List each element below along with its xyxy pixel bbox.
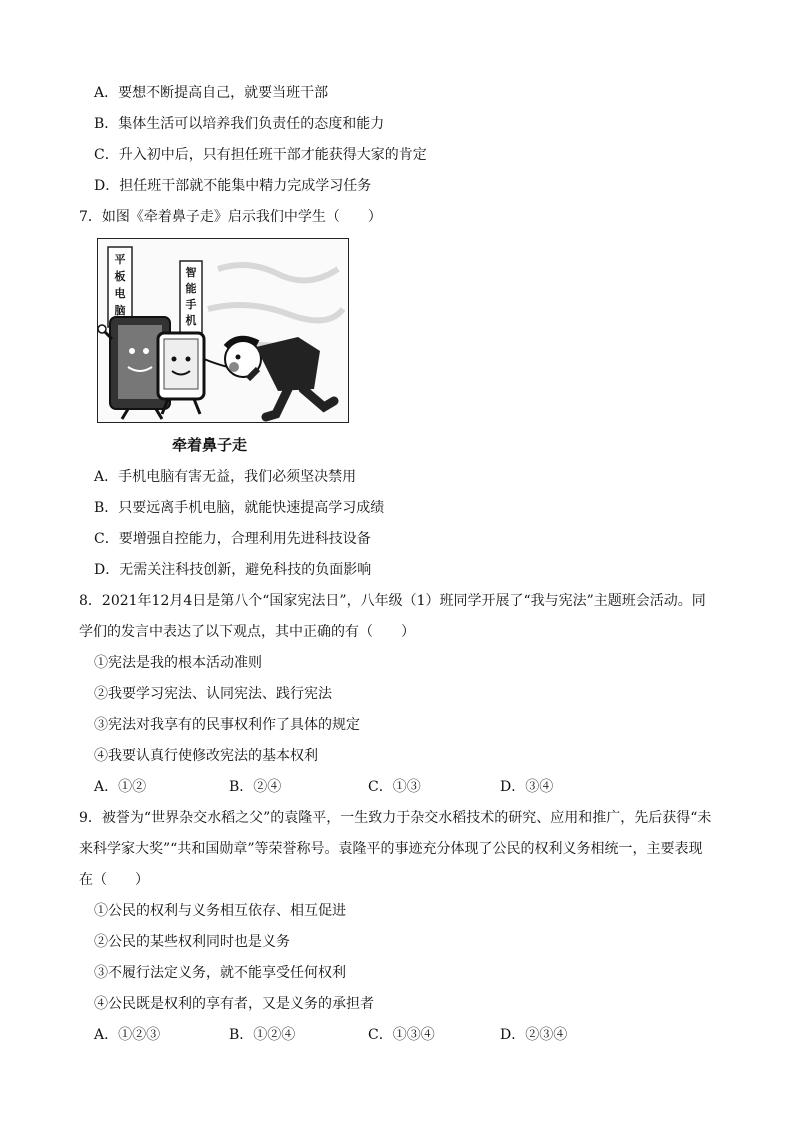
cartoon-figure [97, 238, 349, 423]
figure-caption: 牵着鼻子走 [172, 436, 248, 454]
tablet-screen [118, 325, 162, 399]
q9-choice-c: C．①③④ [368, 1027, 435, 1043]
q6-option-a: A．要想不断提高自己，就要当班干部 [94, 85, 329, 101]
q9-stem-line1: 9．被誉为“世界杂交水稻之父”的袁隆平，一生致力于杂交水稻技术的研究、应用和推广，先后获得“未 [79, 810, 712, 826]
q9-statement-3: ③不履行法定义务，就不能享受任何权利 [94, 965, 346, 981]
q7-option-d: D．无需关注科技创新，避免科技的负面影响 [94, 562, 372, 578]
q7-stem: 7．如图《牵着鼻子走》启示我们中学生（ ） [79, 209, 382, 225]
cartoon-illustration [98, 239, 348, 422]
q8-choice-c: C．①③ [368, 779, 421, 795]
q7-option-c: C．要增强自控能力，合理利用先进科技设备 [94, 531, 371, 547]
q8-choice-d: D．③④ [500, 779, 554, 795]
student-body [256, 337, 320, 391]
q8-stem-line2: 学们的发言中表达了以下观点，其中正确的有（ ） [79, 624, 415, 640]
phone-label: 智能手机 [185, 266, 197, 327]
q9-statement-4: ④公民既是权利的享有者，又是义务的承担者 [94, 996, 374, 1012]
q8-statement-4: ④我要认真行使修改宪法的基本权利 [94, 748, 318, 764]
background-scribble [208, 265, 343, 354]
q8-choice-b: B．②④ [229, 779, 282, 795]
q9-statement-2: ②公民的某些权利同时也是义务 [94, 934, 290, 950]
q8-statement-1: ①宪法是我的根本活动准则 [94, 655, 262, 671]
q8-statement-3: ③宪法对我享有的民事权利作了具体的规定 [94, 717, 360, 733]
q9-choice-a: A．①②③ [94, 1027, 161, 1043]
q7-option-b: B．只要远离手机电脑，就能快速提高学习成绩 [94, 500, 385, 516]
tablet-label: 平板电脑 [114, 253, 126, 317]
q6-option-c: C．升入初中后，只有担任班干部才能获得大家的肯定 [94, 147, 427, 163]
q7-option-a: A．手机电脑有害无益，我们必须坚决禁用 [94, 469, 357, 485]
q9-stem-line2: 来科学家大奖”“共和国勋章”等荣誉称号。袁隆平的事迹充分体现了公民的权利义务相统一，主要表现 [79, 841, 703, 857]
q9-choice-b: B．①②④ [229, 1027, 296, 1043]
q6-option-d: D．担任班干部就不能集中精力完成学习任务 [94, 178, 372, 194]
q8-choice-a: A．①② [94, 779, 147, 795]
q6-option-b: B．集体生活可以培养我们负责任的态度和能力 [94, 116, 385, 132]
q8-stem-line1: 8．2021年12月4日是第八个“国家宪法日”，八年级（1）班同学开展了“我与宪法”主题班会活动。同 [79, 593, 706, 609]
q8-statement-2: ②我要学习宪法、认同宪法、践行宪法 [94, 686, 332, 702]
q9-choice-d: D．②③④ [500, 1027, 568, 1043]
q9-statement-1: ①公民的权利与义务相互依存、相互促进 [94, 903, 346, 919]
q9-stem-line3: 在（ ） [79, 872, 149, 888]
